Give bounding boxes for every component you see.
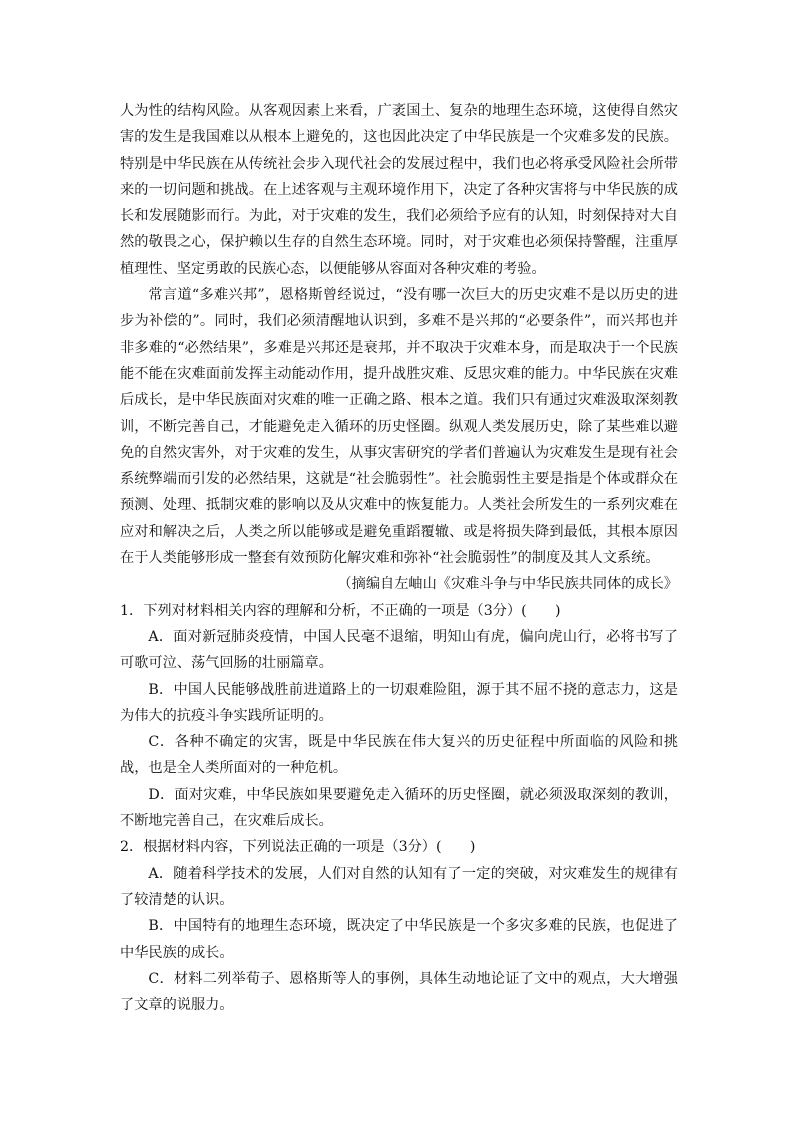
paragraph-1: 人为性的结构风险。从客观因素上来看，广袤国土、复杂的地理生态环境，这使得自然灾害的发生是我国难以从根本上避免的，这也因此决定了中华民族是一个灾难多发的民族。特别是中华民族在从传统社会步入现代社会的发展过程中，我们也必将承受风险社会所带来的一切问题和挑战。在上述客观与主观环境作用下，决定了各种灾害将与中华民族的成长和发展随影而行。为此，对于灾难的发生，我们必须给予应有的认知，时刻保持对大自然的敬畏之心，保护赖以生存的自然生态环境。同时，对于灾难也必须保持警醒，注重厚植理性、坚定勇敢的民族心态，以便能够从容面对各种灾难的考验。 <box>120 103 678 277</box>
option-a: A．随着科学技术的发展，人们对自然的认知有了一定的突破，对灾难发生的规律有了较清楚的认识。 <box>120 865 678 908</box>
paragraph-2: 常言道“多难兴邦”，恩格斯曾经说过，“没有哪一次巨大的历史灾难不是以历史的进步为补偿的”。同时，我们必须清醒地认识到，多难不是兴邦的“必要条件”，而兴邦也并非多难的“必然结果”，多难是兴邦还是衰邦，并不取决于灾难本身，而是取决于一个民族能不能在灾难面前发挥主动能动作用，提升战胜灾难、反思灾难的能力。中华民族在灾难后成长，是中华民族面对灾难的唯一正确之路、根本之道。我们只有通过灾难汲取深刻教训，不断完善自己，才能避免走入循环的历史怪圈。纵观人类发展历史，除了某些难以避免的自然灾害外，对于灾难的发生，从事灾害研究的学者们普遍认为灾难发生是现有社会系统弊端而引发的必然结果，这就是“社会脆弱性”。社会脆弱性主要是指是个体或群众在预测、处理、抵制灾难的影响以及从灾难中的恢复能力。人类社会所发生的一系列灾难在应对和解决之后，人类之所以能够或是避免重蹈覆辙、或是将损失降到最低，其根本原因在于人类能够形成一整套有效预防化解灾难和弥补“社会脆弱性”的制度及其人文系统。 <box>120 287 678 567</box>
question-stem: 2．根据材料内容，下列说法正确的一项是（3分）( ) <box>120 839 476 856</box>
question-2 <box>120 834 678 1018</box>
source-citation: （摘编自左岫山《灾难斗争与中华民族共同体的成长》 <box>337 576 678 593</box>
question-1 <box>120 598 678 835</box>
option-b: B．中国人民能够战胜前进道路上的一切艰难险阻，源于其不屈不挠的意志力，这是为伟大的抗疫斗争实践所证明的。 <box>120 681 678 724</box>
document-page <box>120 98 678 1018</box>
option-d: D．面对灾难，中华民族如果要避免走入循环的历史怪圈，就必须汲取深刻的教训，不断地完善自己，在灾难后成长。 <box>120 786 678 830</box>
option-b: B．中国特有的地理生态环境，既决定了中华民族是一个多灾多难的民族，也促进了中华民族的成长。 <box>120 918 678 961</box>
option-a: A．面对新冠肺炎疫情，中国人民毫不退缩，明知山有虎，偏向虎山行，必将书写了可歌可泣、荡气回肠的壮丽篇章。 <box>120 628 678 672</box>
option-c: C．各种不确定的灾害，既是中华民族在伟大复兴的历史征程中所面临的风险和挑战，也是全人类所面对的一种危机。 <box>120 734 678 777</box>
question-stem: 1．下列对材料相关内容的理解和分析，不正确的一项是（3分）( ) <box>120 602 561 619</box>
option-c: C．材料二列举荀子、恩格斯等人的事例，具体生动地论证了文中的观点，大大增强了文章的说服力。 <box>120 970 678 1014</box>
